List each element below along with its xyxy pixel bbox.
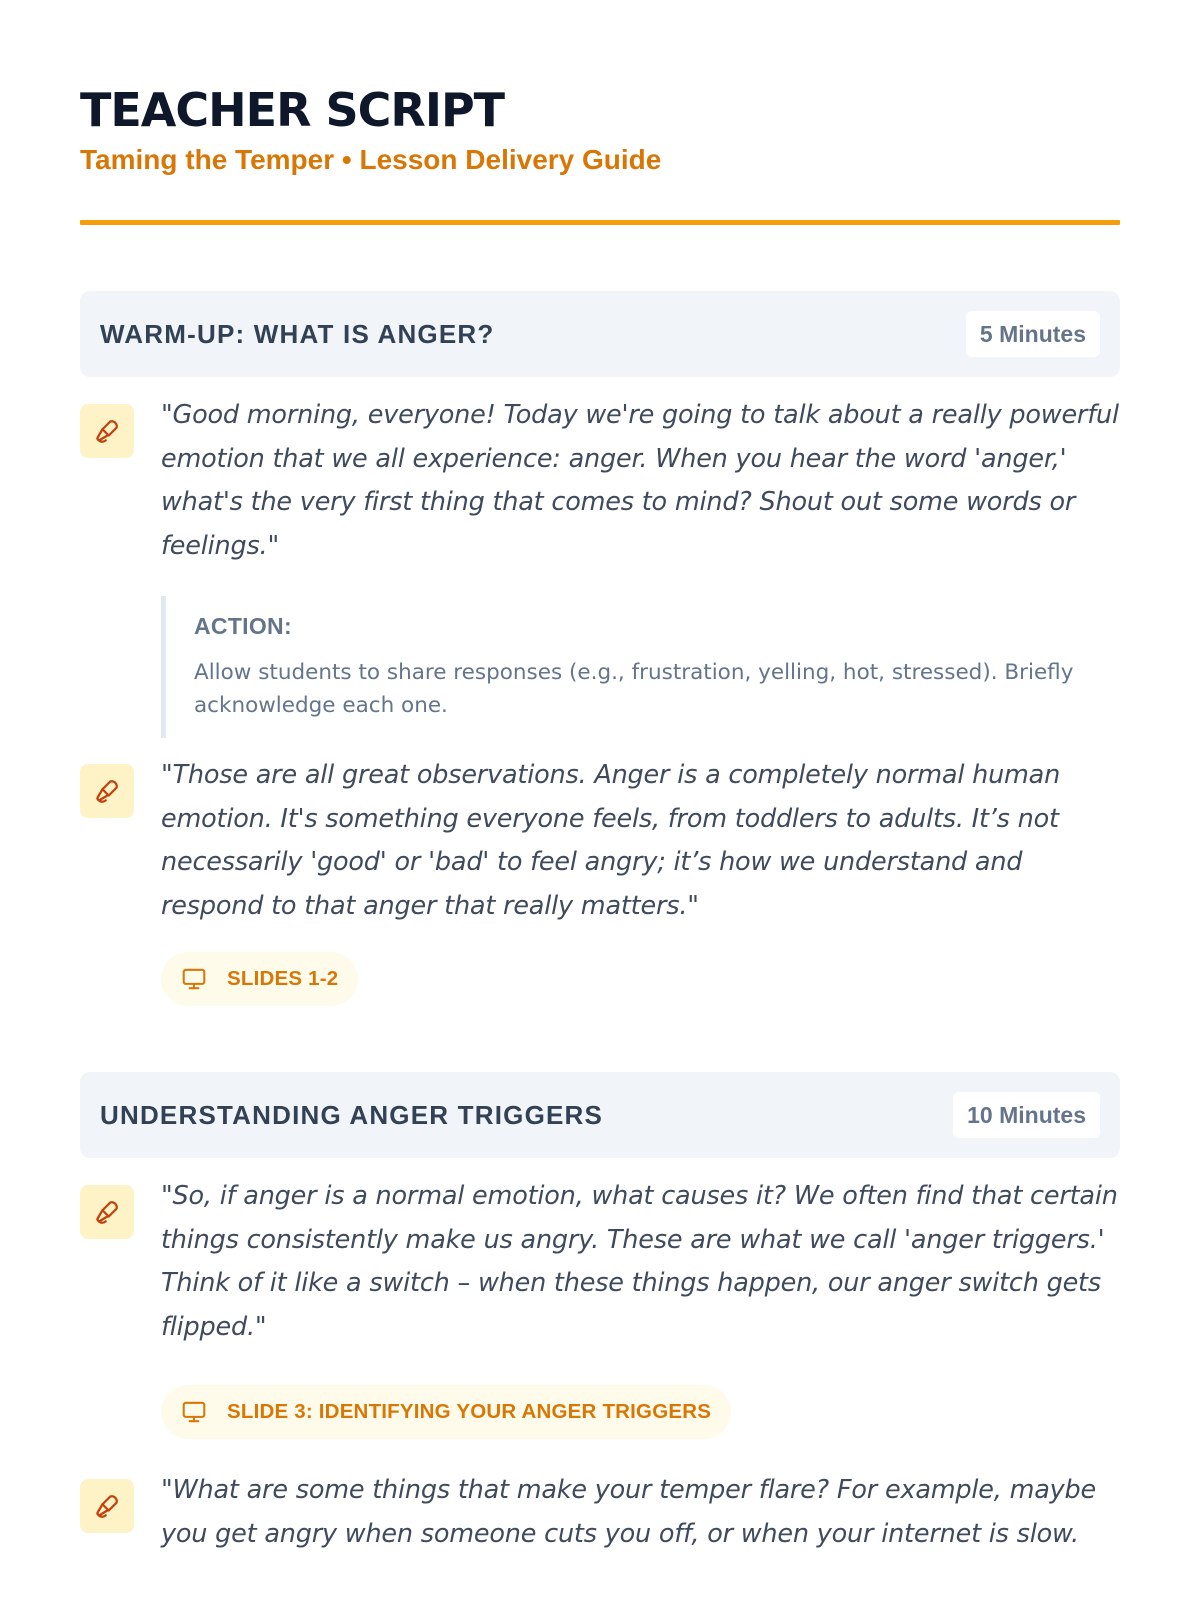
script-text: "Good morning, everyone! Today we're going to talk about a really powerful emotion that we all experience: anger. When you hear the word 'anger,' what's the very first thing that comes to mind? Shout out some words or feelings." (161, 400, 1119, 561)
header-divider (80, 220, 1120, 225)
action-label: ACTION: (194, 613, 292, 639)
action-text: Allow students to share responses (e.g., frustration, yelling, hot, stressed). Briefly acknowledge each one. (194, 660, 1074, 718)
monitor-icon (181, 1399, 207, 1425)
section-title: UNDERSTANDING ANGER TRIGGERS (100, 1099, 604, 1130)
script-text: "Those are all great observations. Anger is a completely normal human emotion. It's something everyone feels, from toddlers to adults. It’s not necessarily 'good' or 'bad' to feel angry; it’s how we understand and respond to that anger that really matters." (161, 760, 1061, 921)
slide-label: SLIDE 3: IDENTIFYING YOUR ANGER TRIGGERS (227, 1400, 712, 1423)
duration-badge: 5 Minutes (966, 311, 1100, 357)
microphone-icon (80, 1185, 134, 1239)
section-header-triggers (80, 1072, 1120, 1158)
script-text: "What are some things that make your temper flare? For example, maybe you get angry when someone cuts you off, or when your internet is slow. (161, 1475, 1097, 1549)
section-title: WARM-UP: WHAT IS ANGER? (100, 318, 495, 349)
script-block (80, 1181, 1120, 1349)
duration-badge: 10 Minutes (953, 1092, 1100, 1138)
action-note (161, 596, 1120, 738)
slide-label: SLIDES 1-2 (227, 967, 339, 990)
slide-reference (161, 952, 358, 1006)
script-block (80, 760, 1120, 928)
document-title: TEACHER SCRIPT (80, 83, 505, 137)
document-subtitle: Taming the Temper • Lesson Delivery Guide (80, 144, 662, 175)
section-header-warm-up (80, 291, 1120, 377)
script-text: "So, if anger is a normal emotion, what causes it? We often find that certain things consistently make us angry. These are what we call 'anger triggers.' Think of it like a switch – when these things happen, our anger switch gets flipped." (161, 1181, 1118, 1342)
microphone-icon (80, 764, 134, 818)
script-block (80, 400, 1120, 568)
microphone-icon (80, 404, 134, 458)
slide-reference (161, 1385, 731, 1439)
script-block (80, 1475, 1120, 1556)
microphone-icon (80, 1479, 134, 1533)
monitor-icon (181, 966, 207, 992)
